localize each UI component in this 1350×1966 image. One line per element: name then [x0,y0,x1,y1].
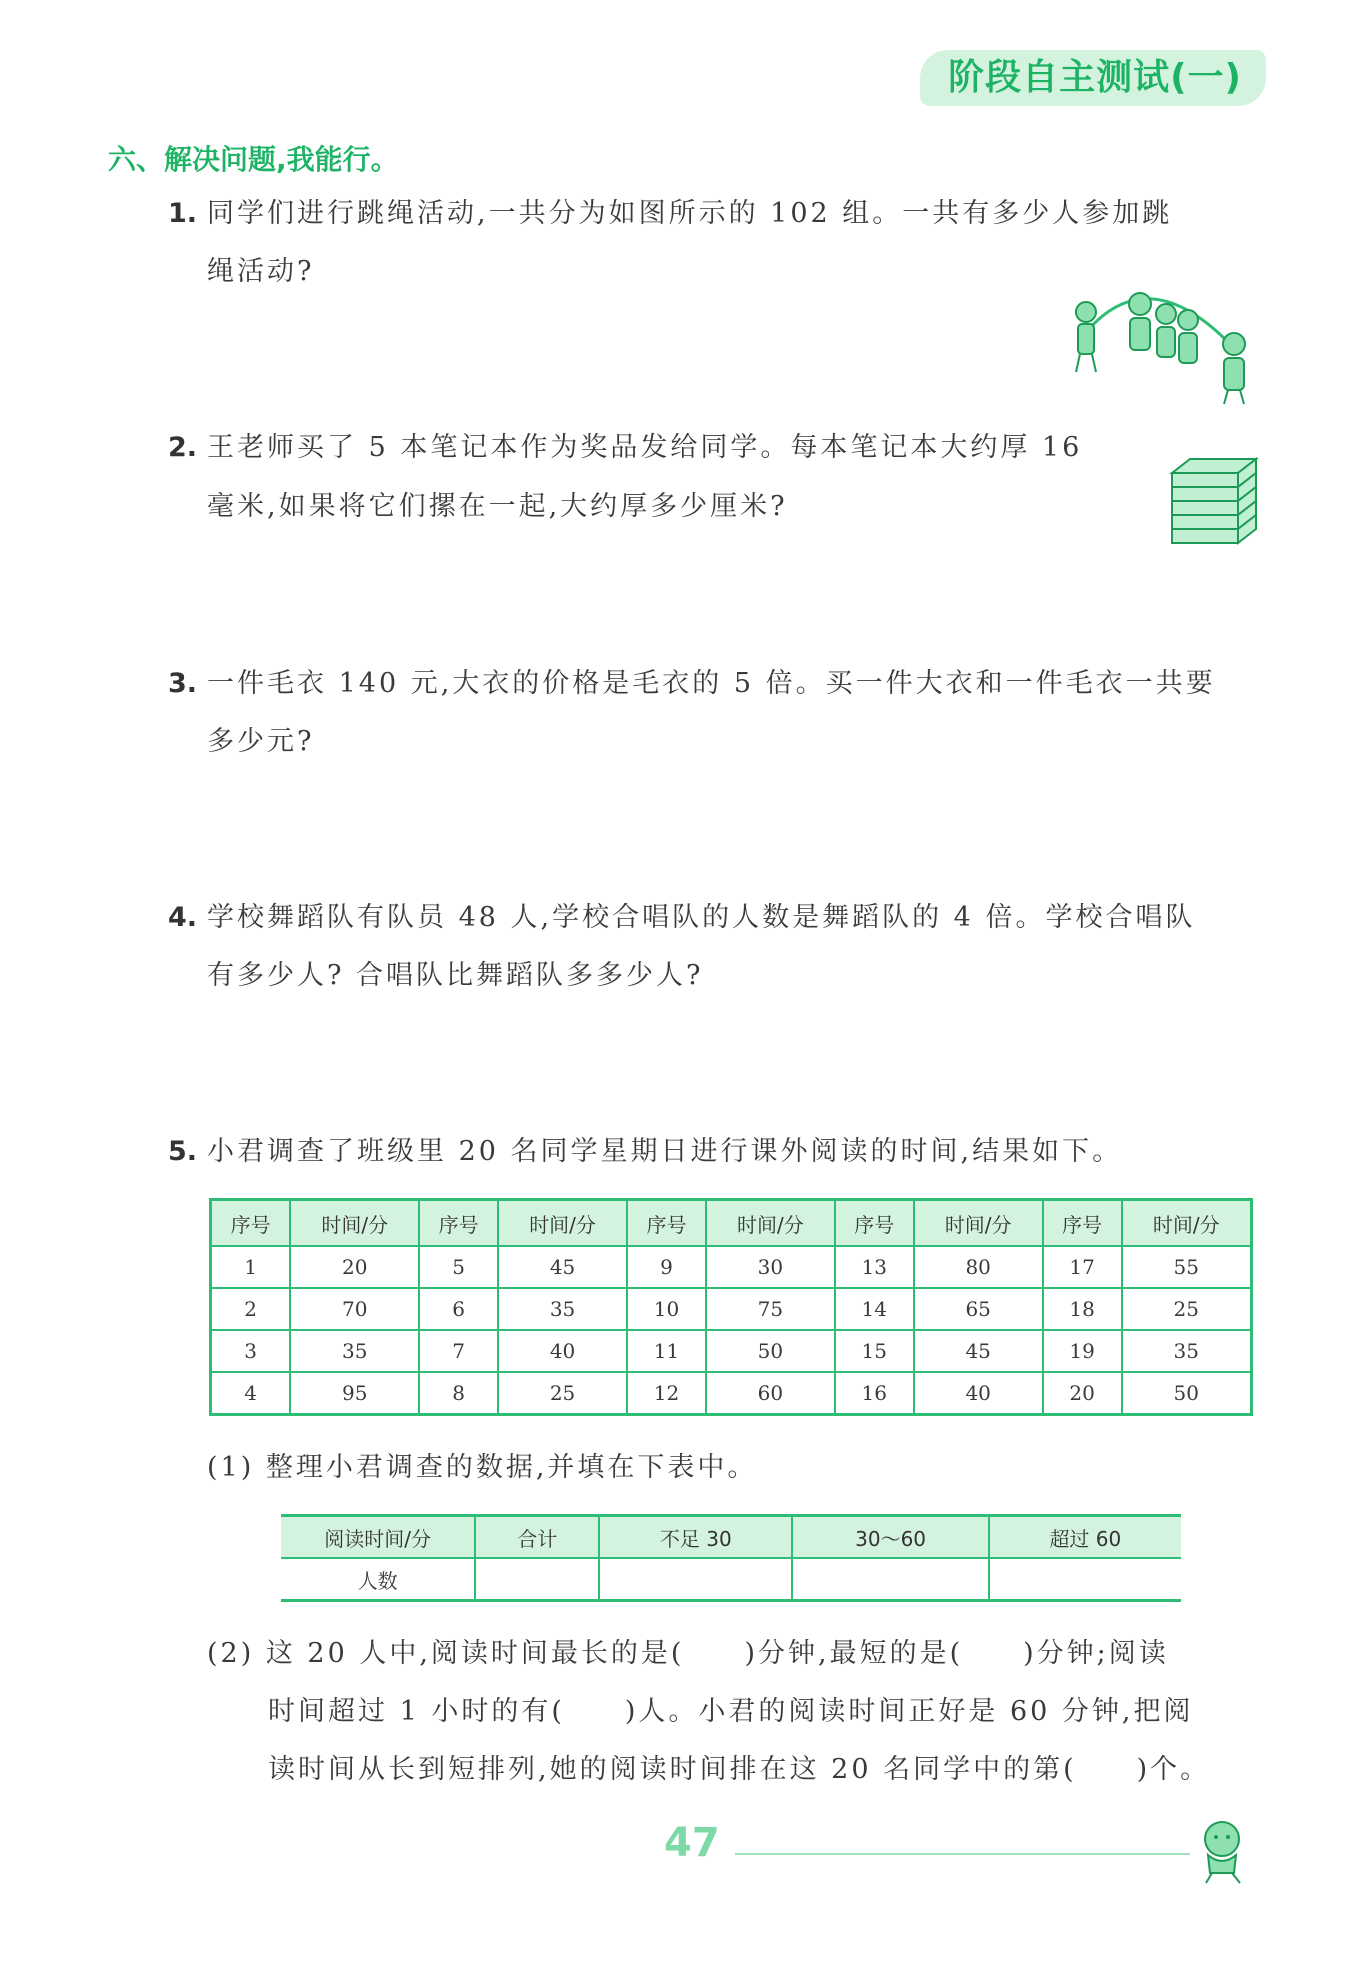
table-cell: 30 [706,1246,835,1288]
notebook-stack-illustration [1168,455,1260,557]
sub-question-2-line-2: 时间超过 1 小时的有( )人。小君的阅读时间正好是 60 分钟,把阅 [268,1696,1194,1727]
table-cell: 3 [211,1330,291,1372]
header-no: 序号 [835,1200,914,1247]
header-time: 时间/分 [498,1200,627,1247]
table-cell: 19 [1043,1330,1122,1372]
header-time: 时间/分 [914,1200,1043,1247]
question-4-line-2: 有多少人? 合唱队比舞蹈队多多少人? [207,960,704,991]
reading-time-tally-table [281,1514,1181,1602]
table-cell: 20 [1043,1372,1122,1415]
tally-header: 阅读时间/分 [281,1516,475,1559]
answer-cell-over-60[interactable] [989,1558,1181,1601]
table-cell: 55 [1122,1246,1252,1288]
reading-time-survey-table [209,1198,1253,1416]
sub-question-2-line-1: (2) 这 20 人中,阅读时间最长的是( )分钟,最短的是( )分钟;阅读 [207,1638,1169,1669]
table-cell: 10 [627,1288,706,1330]
footer-divider [735,1853,1190,1855]
tally-header: 不足 30 [599,1516,792,1559]
header-time: 时间/分 [1122,1200,1252,1247]
table-cell: 95 [290,1372,419,1415]
question-3-line-1: 一件毛衣 140 元,大衣的价格是毛衣的 5 倍。买一件大衣和一件毛衣一共要 [207,668,1216,699]
table-cell: 16 [835,1372,914,1415]
tally-header: 合计 [475,1516,599,1559]
answer-cell-total[interactable] [475,1558,599,1601]
header-no: 序号 [1043,1200,1122,1247]
table-cell: 11 [627,1330,706,1372]
tally-row-label: 人数 [281,1558,475,1601]
table-cell: 5 [419,1246,498,1288]
question-1-line-1: 同学们进行跳绳活动,一共分为如图所示的 102 组。一共有多少人参加跳 [207,198,1173,229]
table-row [211,1330,1252,1372]
tally-header: 30～60 [792,1516,988,1559]
unit-test-badge: 阶段自主测试(一) [920,50,1266,106]
table-cell: 1 [211,1246,291,1288]
table-cell: 40 [498,1330,627,1372]
table-cell: 25 [498,1372,627,1415]
table-cell: 9 [627,1246,706,1288]
table-cell: 35 [290,1330,419,1372]
table-cell: 7 [419,1330,498,1372]
tally-count-row [281,1558,1181,1601]
table-cell: 15 [835,1330,914,1372]
answer-cell-under-30[interactable] [599,1558,792,1601]
table-cell: 40 [914,1372,1043,1415]
table-cell: 20 [290,1246,419,1288]
table-row [211,1372,1252,1415]
table-cell: 25 [1122,1288,1252,1330]
header-no: 序号 [211,1200,291,1247]
table-cell: 12 [627,1372,706,1415]
table-cell: 35 [498,1288,627,1330]
question-4-line-1: 学校舞蹈队有队员 48 人,学校合唱队的人数是舞蹈队的 4 倍。学校合唱队 [207,902,1196,933]
question-5-number: 5. [168,1136,198,1167]
question-5-line-1: 小君调查了班级里 20 名同学星期日进行课外阅读的时间,结果如下。 [207,1136,1123,1167]
table-cell: 18 [1043,1288,1122,1330]
header-time: 时间/分 [290,1200,419,1247]
table-cell: 65 [914,1288,1043,1330]
question-2-line-2: 毫米,如果将它们摞在一起,大约厚多少厘米? [207,491,788,522]
mascot-icon [1190,1815,1258,1885]
question-2-line-1: 王老师买了 5 本笔记本作为奖品发给同学。每本笔记本大约厚 16 [207,432,1083,463]
sub-question-1: (1) 整理小君调查的数据,并填在下表中。 [207,1452,758,1483]
table-cell: 80 [914,1246,1043,1288]
jump-rope-children-illustration [1058,272,1258,407]
table-cell: 17 [1043,1246,1122,1288]
table-cell: 35 [1122,1330,1252,1372]
header-time: 时间/分 [706,1200,835,1247]
question-3-number: 3. [168,668,198,699]
answer-cell-30-60[interactable] [792,1558,988,1601]
question-1-line-2: 绳活动? [207,256,315,287]
question-2-number: 2. [168,432,198,463]
table-row [211,1246,1252,1288]
header-no: 序号 [627,1200,706,1247]
question-3-line-2: 多少元? [207,726,315,757]
section-title: 六、解决问题,我能行。 [108,143,399,176]
table-cell: 13 [835,1246,914,1288]
sub-question-2-line-3: 读时间从长到短排列,她的阅读时间排在这 20 名同学中的第( )个。 [268,1754,1211,1785]
table-cell: 50 [1122,1372,1252,1415]
table-cell: 60 [706,1372,835,1415]
table-cell: 45 [498,1246,627,1288]
table-cell: 14 [835,1288,914,1330]
table-cell: 50 [706,1330,835,1372]
survey-header-row [211,1200,1252,1247]
header-no: 序号 [419,1200,498,1247]
tally-header: 超过 60 [989,1516,1181,1559]
table-cell: 6 [419,1288,498,1330]
page-number: 47 [664,1820,720,1866]
question-4-number: 4. [168,902,198,933]
question-1-number: 1. [168,198,198,229]
table-cell: 70 [290,1288,419,1330]
table-cell: 75 [706,1288,835,1330]
table-cell: 8 [419,1372,498,1415]
table-row [211,1288,1252,1330]
table-cell: 45 [914,1330,1043,1372]
tally-header-row [281,1516,1181,1559]
table-cell: 2 [211,1288,291,1330]
table-cell: 4 [211,1372,291,1415]
